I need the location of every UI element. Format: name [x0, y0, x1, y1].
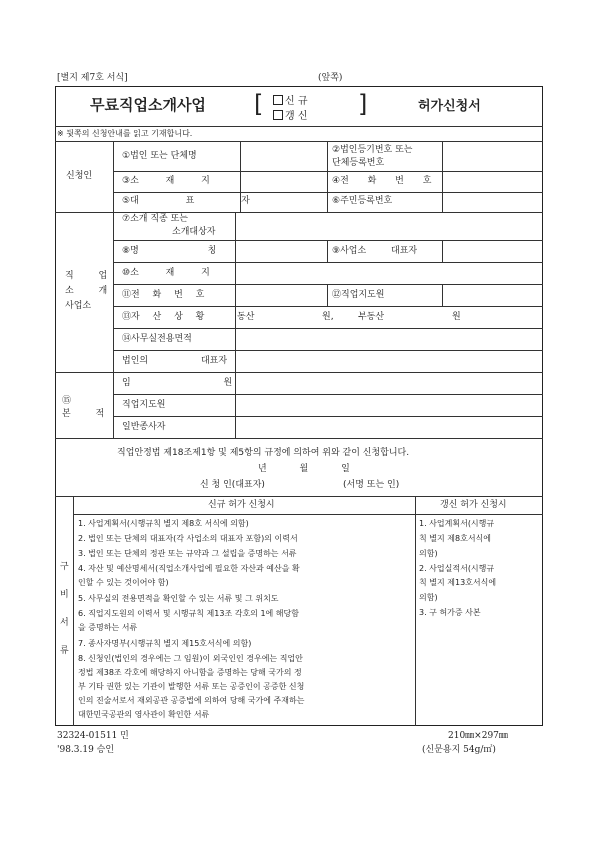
field-kind[interactable] [236, 213, 542, 239]
grid-line [73, 496, 74, 726]
label-resident-no: ⑥주민등록번호 [332, 196, 393, 206]
footer-code: 32324-01511 민 [57, 731, 129, 741]
field-office-address[interactable] [236, 263, 542, 283]
right-bracket: ] [358, 90, 368, 118]
renew-doc-item: 칙 별지 제8호서식에 [419, 534, 491, 543]
new-doc-item: 2. 법인 또는 단체의 대표자(각 사업소의 대표자 포함)의 이력서 [78, 534, 298, 543]
label-office-phone: ⑪전 화 번 호 [122, 290, 205, 300]
field-resident-no[interactable] [443, 193, 542, 211]
checkbox-new[interactable] [273, 95, 283, 105]
signature-field[interactable] [290, 478, 340, 492]
field-office-phone[interactable] [236, 285, 326, 305]
label-area: ⑭사무실전용면적 [122, 334, 192, 344]
label-real-estate: 부동산 [358, 312, 385, 322]
label-representative: ⑤대 표 자 [122, 196, 250, 206]
footer-size: 210㎜×297㎜ [448, 731, 508, 741]
renew-doc-item: 의함) [419, 593, 438, 602]
label-office-name: ⑧명 칭 [122, 246, 217, 256]
field-corp-name[interactable] [241, 142, 326, 170]
field-office-supervisor[interactable] [443, 285, 542, 305]
new-doc-item: 8. 신청인(법인의 경우에는 그 임원)이 외국인인 경우에는 직업안 [78, 654, 303, 663]
new-doc-item: 인의 진술서로서 재외공관 공증법에 의하여 당해 국가에 주재하는 [78, 696, 305, 705]
field-phone[interactable] [443, 172, 542, 191]
label-won-1: 원, [322, 312, 334, 322]
label-corp-rep: 법인의 대표자 [122, 356, 228, 366]
footer-paper: (신문용지 54g/㎡) [422, 745, 496, 755]
section-docs-3: 서 [60, 618, 69, 628]
label-staff-supervisor: 직업지도원 [122, 400, 166, 410]
renew-doc-item: 의함) [419, 549, 438, 558]
field-officer[interactable] [236, 373, 542, 393]
section-docs-2: 비 [60, 590, 69, 600]
grid-line [113, 141, 114, 212]
field-area[interactable] [236, 329, 542, 349]
label-office-address: ⑩소 재 지 [122, 268, 210, 278]
renew-doc-item: 3. 구 허가증 사본 [419, 608, 481, 617]
new-doc-item: 4. 자산 및 예산명세서(직업소개사업에 필요한 자산과 예산을 확 [78, 564, 300, 573]
new-doc-item: 을 증명하는 서류 [78, 623, 138, 632]
label-kind-2: 소개대상자 [172, 227, 216, 237]
label-reg-no-2: 단체등록번호 [332, 158, 385, 168]
field-representative[interactable] [241, 193, 326, 211]
section-staff-2: 본 적 [62, 409, 105, 419]
footer-approval: '98.3.19 승인 [57, 745, 115, 755]
renew-doc-item: 2. 사업실적서(시행규 [419, 564, 495, 573]
grid-line [113, 212, 114, 372]
divider [55, 496, 543, 497]
grid-line [113, 372, 114, 438]
label-kind-1: ⑦소개 직종 또는 [122, 214, 188, 224]
new-doc-item: 1. 사업계획서(시행규칙 별지 제8호 서식에 의함) [78, 519, 249, 528]
label-won-2: 원 [452, 312, 461, 322]
label-movable: 동산 [237, 312, 255, 322]
section-office-1: 직 업 [65, 271, 108, 281]
field-office-rep[interactable] [443, 241, 542, 261]
renew-permit-header: 갱신 허가 신청시 [440, 500, 507, 510]
declaration-sign: (서명 또는 인) [343, 480, 400, 490]
declaration-text: 직업안정법 제18조제1항 및 제5항의 규정에 의하여 위와 같이 신청합니다. [117, 448, 410, 458]
renew-doc-item: 1. 사업계획서(시행규 [419, 519, 495, 528]
label-officer: 임 원 [122, 378, 233, 388]
new-doc-item: 3. 법인 또는 단체의 정관 또는 규약과 그 설립을 증명하는 서류 [78, 549, 297, 558]
declaration-signer: 신 청 인(대표자) [200, 480, 265, 490]
left-bracket: [ [254, 90, 264, 118]
label-office-supervisor: ⑫직업지도원 [332, 290, 385, 300]
type-new-label: 신 규 [285, 96, 308, 107]
new-doc-item: 인할 수 있는 것이어야 함) [78, 578, 169, 587]
declaration-date: 년 월 일 [258, 464, 350, 474]
form-title-suffix: 허가신청서 [418, 99, 481, 114]
grid-line [327, 284, 328, 306]
grid-line [327, 141, 328, 212]
label-address: ③소 재 지 [122, 176, 210, 186]
field-general-staff[interactable] [236, 417, 542, 437]
section-docs-1: 구 [60, 562, 69, 572]
field-reg-no[interactable] [443, 142, 542, 170]
field-address[interactable] [241, 172, 326, 191]
label-reg-no-1: ②법인등기번호 또는 [332, 145, 413, 155]
new-doc-item: 6. 직업지도원의 이력서 및 시행규칙 제13조 각호의 1에 해당함 [78, 609, 299, 618]
section-applicant: 신청인 [66, 171, 93, 181]
section-docs-4: 류 [60, 646, 69, 656]
new-doc-item: 7. 종사자명부(시행규칙 별지 제15호서식에 의함) [78, 639, 252, 648]
type-new-option[interactable] [273, 95, 308, 107]
section-staff-1: ⑮ [62, 396, 72, 406]
new-permit-header: 신규 허가 신청시 [208, 500, 275, 510]
divider [55, 438, 543, 439]
field-staff-supervisor[interactable] [236, 395, 542, 415]
section-office-3: 사업소 [65, 301, 92, 311]
checkbox-renew[interactable] [273, 110, 283, 120]
new-doc-item: 대한민국공관의 영사관이 확인한 서류 [78, 710, 210, 719]
label-assets: ⑬자 산 상 황 [122, 312, 205, 322]
field-assets[interactable] [236, 307, 542, 327]
page-side-label: (앞쪽) [318, 73, 343, 83]
form-number: [별지 제7호 서식] [57, 73, 128, 83]
new-doc-item: 5. 사무실의 전용면적을 확인할 수 있는 서류 및 그 위치도 [78, 594, 279, 603]
new-doc-item: 부 기타 권한 있는 기관이 발행한 서류 또는 공증인이 공증한 신청 [78, 682, 305, 691]
new-doc-item: 정법 제38조 각호에 해당하지 아니함을 증명하는 당해 국가의 정 [78, 668, 302, 677]
grid-line [73, 514, 543, 515]
type-renew-label: 갱 신 [285, 111, 308, 122]
field-office-name[interactable] [236, 241, 326, 261]
divider [55, 126, 543, 127]
label-office-rep: ⑨사업소 대표자 [332, 246, 418, 256]
grid-line [415, 496, 416, 726]
label-phone: ④전 화 번 호 [332, 176, 432, 186]
type-renew-option[interactable] [273, 110, 308, 122]
renew-doc-item: 칙 별지 제13호서식에 [419, 578, 497, 587]
section-office-2: 소 개 [65, 286, 108, 296]
grid-line [327, 240, 328, 262]
notice-text: ※ 뒷쪽의 신청안내를 읽고 기재합니다. [57, 129, 193, 138]
label-general-staff: 일반종사자 [122, 422, 166, 432]
field-corp-rep[interactable] [236, 351, 542, 371]
form-title: 무료직업소개사업 [90, 96, 206, 114]
label-corp-name: ①법인 또는 단체명 [122, 151, 197, 161]
